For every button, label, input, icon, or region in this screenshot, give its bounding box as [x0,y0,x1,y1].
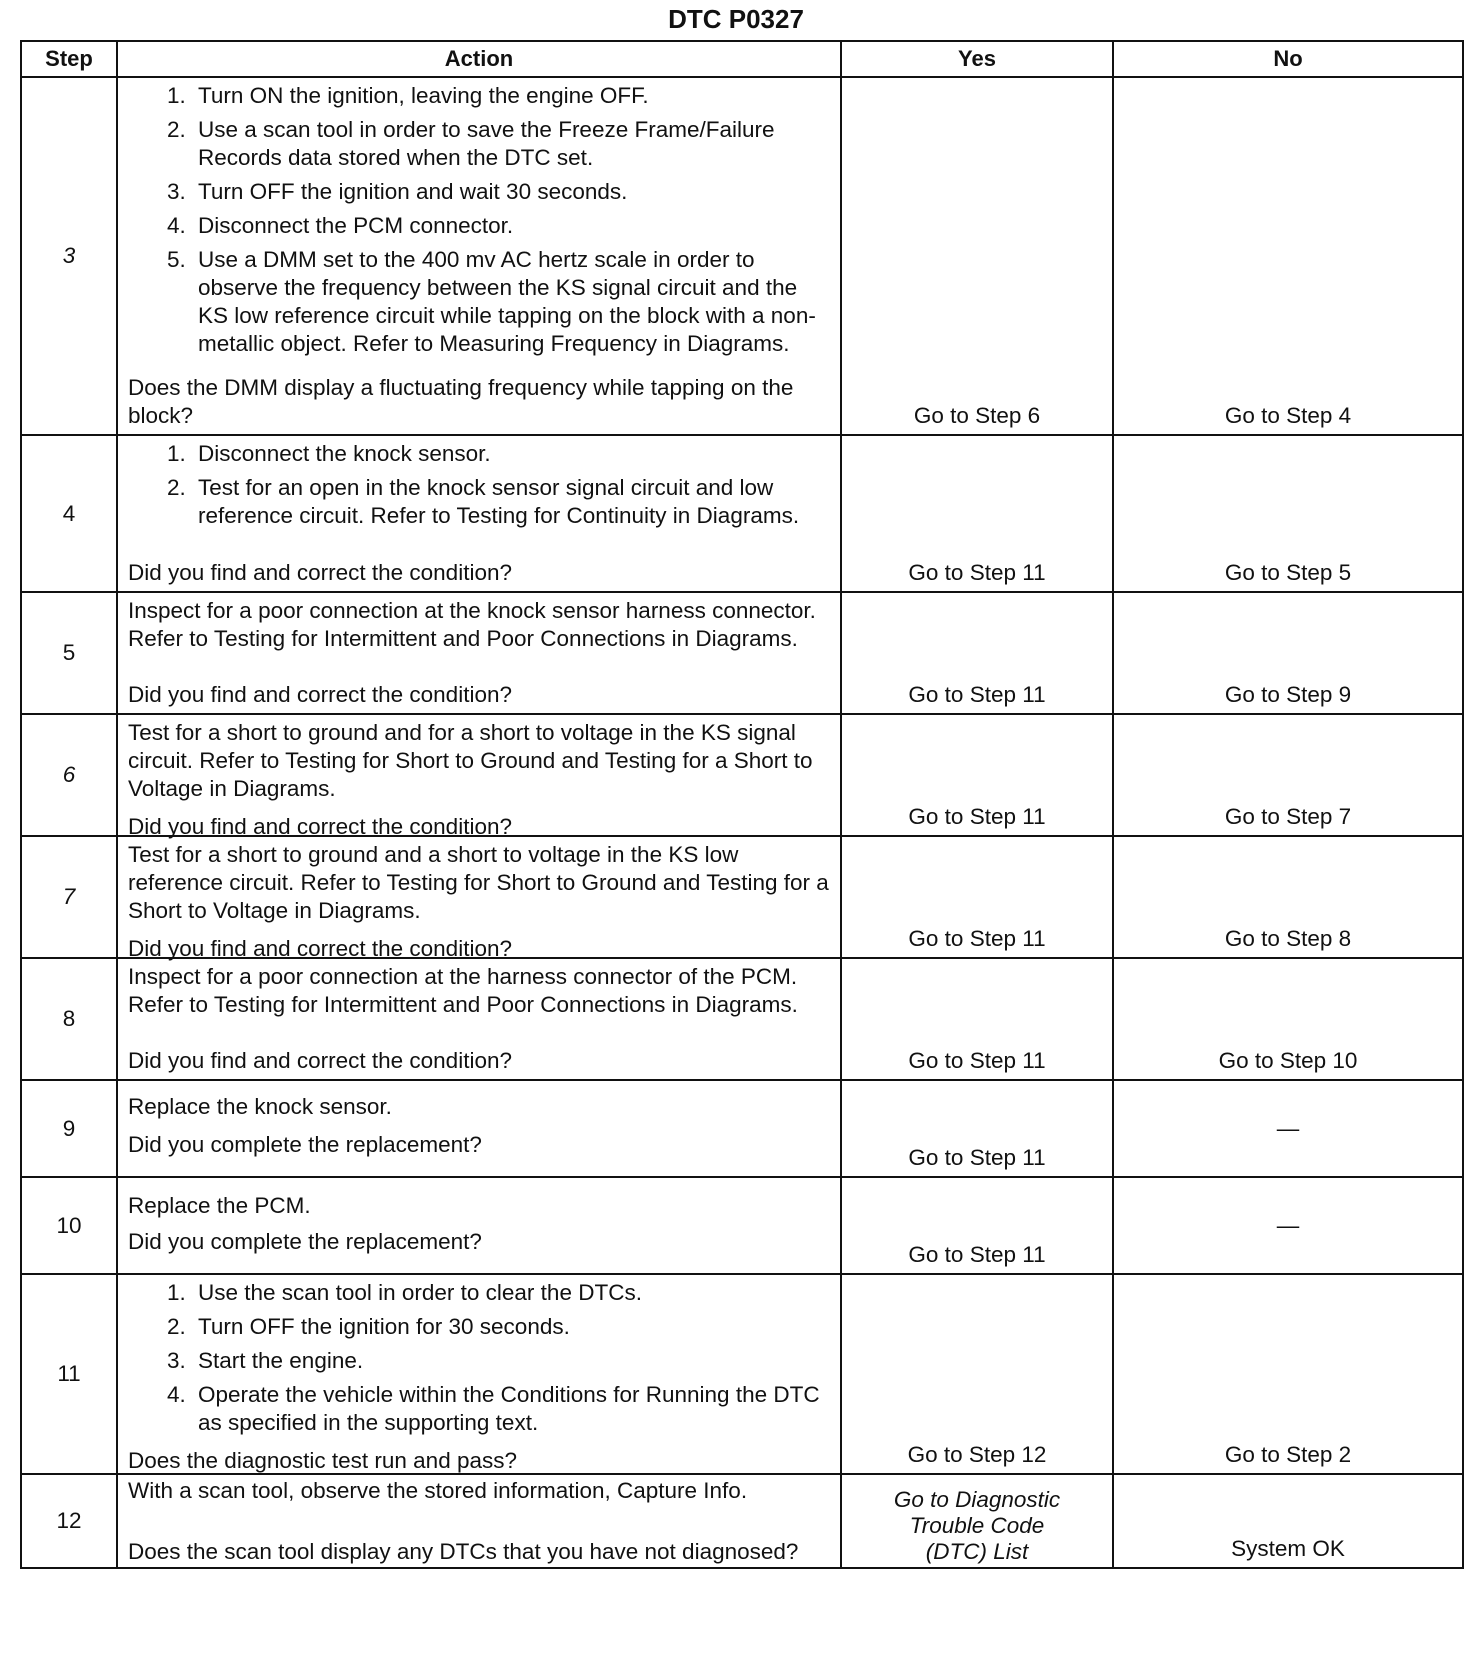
no-result: — [1113,1080,1463,1177]
yes-result: Go to Step 11 [841,836,1113,958]
list-item: 5. Use a DMM set to the 400 mv AC hertz scale in order to observe the frequency between the KS signal circuit and the KS low reference circuit while tapping on the block with a non-metallic object. Refer to Measuring Frequency in Diagrams. [192,246,830,358]
table-row [21,1274,1463,1474]
header-action: Action [117,41,841,77]
no-result: Go to Step 7 [1113,714,1463,836]
header-row [21,41,1463,77]
yes-result: Go to Diagnostic Trouble Code (DTC) List [841,1474,1113,1568]
header-yes: Yes [841,41,1113,77]
action-question: Did you complete the replacement? [128,1132,482,1157]
no-result: Go to Step 2 [1113,1274,1463,1474]
action-text: Replace the knock sensor. [128,1094,392,1119]
action-text: Test for a short to ground and a short to voltage in the KS low reference circuit. Refer to Testing for Short to Ground and Testing for a Short to Voltage in Diagrams. [128,842,829,923]
header-no: No [1113,41,1463,77]
no-result: Go to Step 5 [1113,435,1463,592]
table-row [21,714,1463,836]
action-cell [117,592,841,714]
action-question: Does the scan tool display any DTCs that you have not diagnosed? [128,1539,799,1564]
action-text: Test for a short to ground and for a short to voltage in the KS signal circuit. Refer to Testing for Short to Ground and Testing for a Short to Voltage in Diagrams. [128,720,813,801]
step-number: 7 [21,836,117,958]
yes-result: Go to Step 11 [841,958,1113,1080]
step-number: 3 [21,77,117,435]
table-row [21,77,1463,435]
no-result: Go to Step 9 [1113,592,1463,714]
action-question: Did you find and correct the condition? [128,560,512,585]
table-row [21,1474,1463,1568]
table-row [21,1177,1463,1274]
yes-result: Go to Step 6 [841,77,1113,435]
action-cell [117,1177,841,1274]
action-cell [117,1274,841,1474]
action-question: Did you find and correct the condition? [128,814,512,839]
no-result: Go to Step 4 [1113,77,1463,435]
list-item: 3. Start the engine. [192,1347,830,1375]
list-item: 4. Operate the vehicle within the Conditions for Running the DTC as specified in the supporting text. [192,1381,830,1437]
action-cell [117,435,841,592]
table-row [21,592,1463,714]
list-item: 4. Disconnect the PCM connector. [192,212,830,240]
step-number: 10 [21,1177,117,1274]
action-cell [117,836,841,961]
action-question: Does the DMM display a fluctuating frequency while tapping on the block? [128,375,794,428]
table-row [21,958,1463,1080]
action-text: With a scan tool, observe the stored information, Capture Info. [128,1478,748,1503]
action-question: Did you find and correct the condition? [128,936,512,961]
step-number: 5 [21,592,117,714]
diagnostic-table [20,40,1464,1569]
step-number: 11 [21,1274,117,1474]
step-number: 6 [21,714,117,836]
action-text: Replace the PCM. [128,1193,311,1218]
yes-result: Go to Step 11 [841,1177,1113,1274]
step-number: 8 [21,958,117,1080]
yes-result: Go to Step 11 [841,1080,1113,1177]
action-question: Did you complete the replacement? [128,1229,482,1254]
action-cell [117,1474,841,1568]
no-result: — [1113,1177,1463,1274]
page-title: DTC P0327 [668,4,804,34]
table-row [21,1080,1463,1177]
action-text: Inspect for a poor connection at the knock sensor harness connector. Refer to Testing for Intermittent and Poor Connections in Diagrams. [128,598,816,651]
action-question: Did you find and correct the condition? [128,682,512,707]
step-number: 9 [21,1080,117,1177]
action-cell [117,958,841,1080]
list-item: 3. Turn OFF the ignition and wait 30 seconds. [192,178,830,206]
list-item: 1. Turn ON the ignition, leaving the engine OFF. [192,82,830,110]
no-result: Go to Step 8 [1113,836,1463,958]
yes-result: Go to Step 11 [841,435,1113,592]
action-question: Does the diagnostic test run and pass? [128,1448,517,1473]
action-question: Did you find and correct the condition? [128,1048,512,1073]
list-item: 2. Use a scan tool in order to save the Freeze Frame/Failure Records data stored when the DTC set. [192,116,830,172]
yes-result: Go to Step 11 [841,592,1113,714]
step-number: 12 [21,1474,117,1568]
yes-result: Go to Step 11 [841,714,1113,836]
no-result: Go to Step 10 [1113,958,1463,1080]
list-item: 2. Test for an open in the knock sensor signal circuit and low reference circuit. Refer to Testing for Continuity in Diagrams. [192,474,830,530]
table-row [21,435,1463,592]
action-text: Inspect for a poor connection at the harness connector of the PCM. Refer to Testing for Intermittent and Poor Connections in Diagrams. [128,964,798,1017]
list-item: 1. Use the scan tool in order to clear the DTCs. [192,1279,830,1307]
step-number: 4 [21,435,117,592]
action-cell [117,77,841,435]
header-step: Step [21,41,117,77]
list-item: 2. Turn OFF the ignition for 30 seconds. [192,1313,830,1341]
action-cell [117,1080,841,1177]
action-cell [117,714,841,839]
no-result: System OK [1113,1474,1463,1568]
yes-result: Go to Step 12 [841,1274,1113,1474]
table-row [21,836,1463,958]
list-item: 1. Disconnect the knock sensor. [192,440,830,468]
